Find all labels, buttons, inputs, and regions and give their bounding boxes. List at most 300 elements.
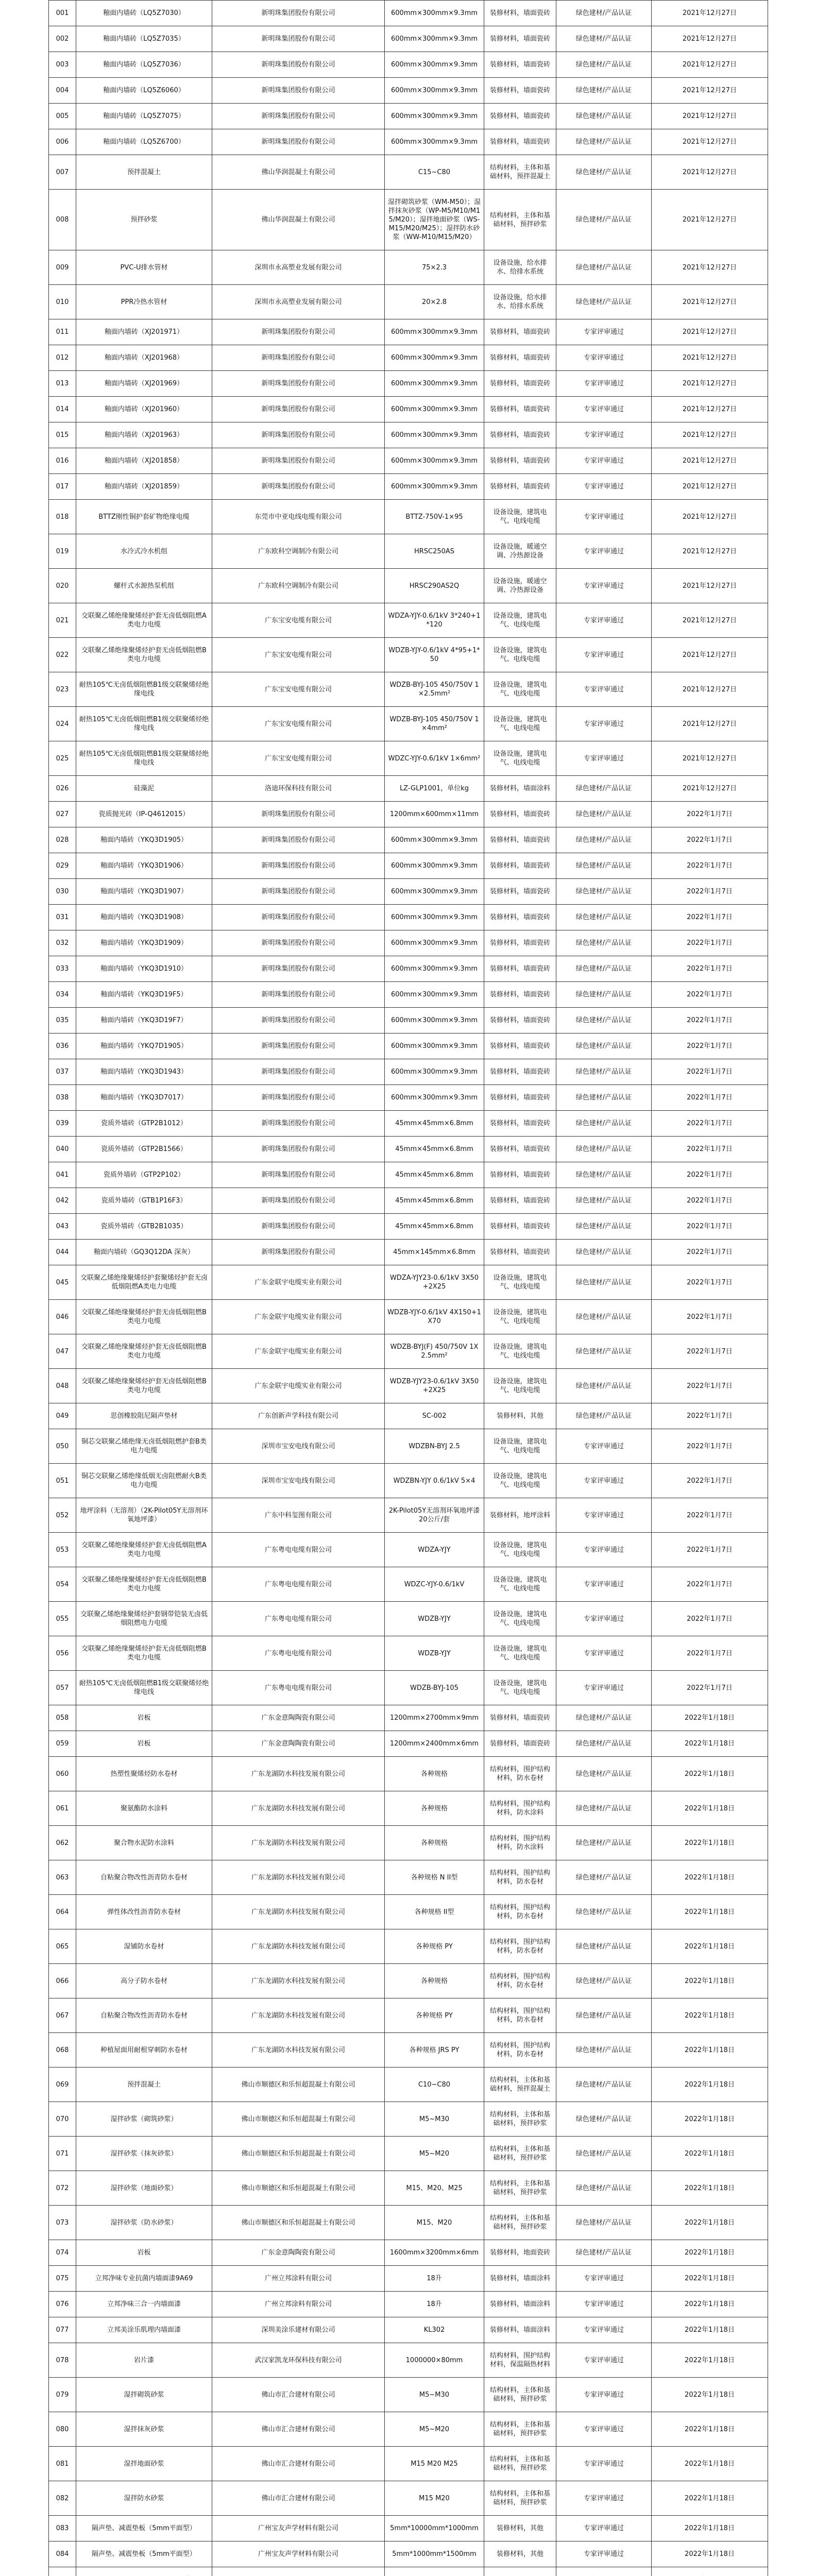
product-name-cell: 交联聚乙烯绝缘聚烯烃护套无卤低烟阻燃B类电力电缆 [76, 1300, 212, 1334]
product-name-cell: 螺杆式水源热泵机组 [76, 569, 212, 603]
table-row [49, 603, 768, 638]
category-cell: 结构材料，围护结构材料，防水卷材 [484, 1860, 556, 1895]
specification-cell: WDZB-YJY-0.6/1kV 4X150+1X70 [385, 1300, 484, 1334]
product-name-cell: 弹性体改性沥青防水卷材 [76, 1895, 212, 1929]
row-number-cell: 075 [49, 2266, 76, 2292]
specification-cell: 600mm×300mm×9.3mm [385, 827, 484, 853]
manufacturer-cell: 广东欧科空调制冷有限公司 [212, 569, 385, 603]
publish-date-cell: 2022年1月7日 [652, 1240, 768, 1265]
product-name-cell: 铜芯交联聚乙烯绝缘无卤低烟阻燃护套B类电力电缆 [76, 1429, 212, 1464]
row-number-cell: 038 [49, 1085, 76, 1111]
evaluation-result-cell: 绿色建材/产品认证 [556, 2067, 652, 2102]
publish-date-cell: 2021年12月27日 [652, 397, 768, 422]
manufacturer-cell [212, 2567, 385, 2576]
product-name-cell: 水冷式冷水机组 [76, 534, 212, 569]
table-row [49, 2206, 768, 2240]
product-name-cell: 湿拌抹灰砂浆 [76, 2412, 212, 2447]
table-row [49, 827, 768, 853]
evaluation-result-cell: 绿色建材/产品认证 [556, 1731, 652, 1757]
category-cell: 装修材料，墙面瓷砖 [484, 1111, 556, 1137]
product-name-cell: 釉面内墙砖（XJ201971） [76, 319, 212, 345]
category-cell: 设备设施，给水排水、给排水系统 [484, 250, 556, 285]
publish-date-cell: 2022年1月7日 [652, 1033, 768, 1059]
manufacturer-cell: 深圳市宝安电线有限公司 [212, 1464, 385, 1498]
product-name-cell: 隔声垫、减震垫板（5mm平面型） [76, 2541, 212, 2567]
row-number-cell: 024 [49, 707, 76, 741]
publish-date-cell: 2022年1月18日 [652, 1757, 768, 1791]
specification-cell: 1600mm×3200mm×6mm [385, 2240, 484, 2266]
table-row [49, 2102, 768, 2137]
manufacturer-cell: 广东金意陶陶瓷有限公司 [212, 1731, 385, 1757]
manufacturer-cell: 新明珠集团股份有限公司 [212, 956, 385, 982]
product-name-cell: 耐热105℃无卤低烟阻燃B1级交联聚烯烃绝缘电线 [76, 1671, 212, 1705]
category-cell: 结构材料，主体和基础材料，预拌砂浆 [484, 2481, 556, 2516]
manufacturer-cell: 广东宝安电缆有限公司 [212, 603, 385, 638]
manufacturer-cell: 广东龙湖防水科技发展有限公司 [212, 1998, 385, 2033]
table-row [49, 1671, 768, 1705]
specification-cell: 45mm×45mm×6.8mm [385, 1188, 484, 1214]
category-cell: 装修材料，墙面瓷砖 [484, 1188, 556, 1214]
evaluation-result-cell: 绿色建材/产品认证 [556, 190, 652, 250]
table-row [49, 1567, 768, 1602]
row-number-cell: 039 [49, 1111, 76, 1137]
specification-cell: 600mm×300mm×9.3mm [385, 104, 484, 129]
product-name-cell: 釉面内墙砖（LQ5Z7035） [76, 26, 212, 52]
specification-cell: M5~M30 [385, 2378, 484, 2412]
publish-date-cell: 2021年12月27日 [652, 129, 768, 155]
manufacturer-cell: 广东粤电电缆有限公司 [212, 1602, 385, 1636]
table-row [49, 1111, 768, 1137]
table-row [49, 1731, 768, 1757]
product-name-cell: 立邦美涂乐肌理内墙面漆 [76, 2317, 212, 2343]
table-row [49, 1498, 768, 1533]
manufacturer-cell: 武汉家凯龙环保科技有限公司 [212, 2343, 385, 2378]
evaluation-result-cell: 专家评审通过 [556, 2516, 652, 2541]
evaluation-result-cell: 绿色建材/产品认证 [556, 26, 652, 52]
row-number-cell: 016 [49, 448, 76, 474]
row-number-cell: 034 [49, 982, 76, 1008]
evaluation-result-cell: 专家评审通过 [556, 2412, 652, 2447]
row-number-cell: 073 [49, 2206, 76, 2240]
manufacturer-cell: 广东金联宇电缆实业有限公司 [212, 1334, 385, 1369]
category-cell: 设备设施，建筑电气、电线电缆 [484, 1300, 556, 1334]
manufacturer-cell: 广东宝安电缆有限公司 [212, 741, 385, 776]
evaluation-result-cell: 绿色建材/产品认证 [556, 1403, 652, 1429]
manufacturer-cell: 广州立邦涂料有限公司 [212, 2266, 385, 2292]
specification-cell: KL302 [385, 2317, 484, 2343]
evaluation-result-cell: 绿色建材/产品认证 [556, 1998, 652, 2033]
category-cell: 装修材料，墙面瓷砖 [484, 1240, 556, 1265]
manufacturer-cell: 新明珠集团股份有限公司 [212, 448, 385, 474]
specification-cell: 2K-Pilot05Y无溶剂环氧地坪漆 20公斤/套 [385, 1498, 484, 1533]
row-number-cell: 060 [49, 1757, 76, 1791]
category-cell: 设备设施，建筑电气、电线电缆 [484, 1567, 556, 1602]
category-cell: 设备设施，建筑电气、电线电缆 [484, 500, 556, 534]
evaluation-result-cell: 绿色建材/产品认证 [556, 853, 652, 879]
publish-date-cell: 2022年1月18日 [652, 2033, 768, 2067]
publish-date-cell: 2021年12月27日 [652, 26, 768, 52]
manufacturer-cell: 广东龙湖防水科技发展有限公司 [212, 1860, 385, 1895]
publish-date-cell: 2022年1月7日 [652, 1498, 768, 1533]
category-cell: 设备设施，建筑电气、电线电缆 [484, 603, 556, 638]
table-row [49, 1188, 768, 1214]
table-row [49, 2317, 768, 2343]
manufacturer-cell: 广东金联宇电缆实业有限公司 [212, 1265, 385, 1300]
evaluation-result-cell: 专家评审通过 [556, 741, 652, 776]
table-row [49, 853, 768, 879]
category-cell: 装修材料，墙面瓷砖 [484, 1705, 556, 1731]
evaluation-result-cell: 绿色建材/产品认证 [556, 1162, 652, 1188]
row-number-cell: 080 [49, 2412, 76, 2447]
row-number-cell: 030 [49, 879, 76, 905]
specification-cell: 600mm×300mm×9.3mm [385, 371, 484, 397]
publish-date-cell: 2022年1月7日 [652, 1188, 768, 1214]
manufacturer-cell: 深圳市永高塑业发展有限公司 [212, 250, 385, 285]
product-name-cell: 立邦净味三合一内墙面漆 [76, 2292, 212, 2317]
evaluation-result-cell: 绿色建材/产品认证 [556, 827, 652, 853]
evaluation-result-cell: 专家评审通过 [556, 474, 652, 500]
table-row [49, 474, 768, 500]
manufacturer-cell: 新明珠集团股份有限公司 [212, 129, 385, 155]
publish-date-cell: 2022年1月18日 [652, 2481, 768, 2516]
evaluation-result-cell: 专家评审通过 [556, 1464, 652, 1498]
evaluation-result-cell: 绿色建材/产品认证 [556, 879, 652, 905]
evaluation-result-cell [556, 2567, 652, 2576]
row-number-cell: 064 [49, 1895, 76, 1929]
specification-cell: 600mm×300mm×9.3mm [385, 397, 484, 422]
evaluation-result-cell: 绿色建材/产品认证 [556, 982, 652, 1008]
product-name-cell: 交联聚乙烯绝缘聚烯烃护套无卤低烟阻燃A类电力电缆 [76, 1533, 212, 1567]
product-list-sheet [48, 0, 768, 2576]
publish-date-cell: 2022年1月7日 [652, 853, 768, 879]
row-number-cell: 052 [49, 1498, 76, 1533]
product-name-cell: 交联聚乙烯绝缘聚烯烃护套无卤低烟阻燃B类电力电缆 [76, 1567, 212, 1602]
product-name-cell: 釉面内墙砖（YKQ3D1909） [76, 930, 212, 956]
product-name-cell: 釉面内墙砖（YKQ3D1905） [76, 827, 212, 853]
table-row [49, 672, 768, 707]
category-cell: 装修材料，墙面瓷砖 [484, 397, 556, 422]
product-name-cell: 隔声垫、减震垫板（5mm平面型） [76, 2516, 212, 2541]
evaluation-result-cell: 绿色建材/产品认证 [556, 905, 652, 930]
table-row [49, 2516, 768, 2541]
specification-cell: 600mm×300mm×9.3mm [385, 474, 484, 500]
specification-cell: 45mm×45mm×6.8mm [385, 1111, 484, 1137]
specification-cell: 1200mm×2700mm×9mm [385, 1705, 484, 1731]
category-cell: 设备设施，建筑电气、电线电缆 [484, 1671, 556, 1705]
category-cell: 结构材料，围护结构材料，防水卷材 [484, 1964, 556, 1998]
evaluation-result-cell: 专家评审通过 [556, 2481, 652, 2516]
table-row [49, 1602, 768, 1636]
category-cell: 装修材料，墙面瓷砖 [484, 345, 556, 371]
product-name-cell: 交联聚乙烯绝缘聚烯烃护套无卤低烟阻燃B类电力电缆 [76, 1369, 212, 1403]
publish-date-cell: 2022年1月7日 [652, 1567, 768, 1602]
publish-date-cell: 2022年1月18日 [652, 2516, 768, 2541]
row-number-cell: 004 [49, 78, 76, 104]
product-name-cell: 湿拌砂浆（抹灰砂浆） [76, 2137, 212, 2171]
category-cell: 装修材料，墙面瓷砖 [484, 930, 556, 956]
table-row [49, 2378, 768, 2412]
manufacturer-cell: 佛山市汇合建材有限公司 [212, 2412, 385, 2447]
specification-cell: 45mm×45mm×6.8mm [385, 1162, 484, 1188]
manufacturer-cell: 佛山市顺德区和乐恒超混凝土有限公司 [212, 2137, 385, 2171]
publish-date-cell: 2022年1月18日 [652, 2378, 768, 2412]
row-number-cell: 070 [49, 2102, 76, 2137]
manufacturer-cell: 新明珠集团股份有限公司 [212, 1085, 385, 1111]
specification-cell [385, 2567, 484, 2576]
product-name-cell: 瓷质抛光砖（IP-Q4612015） [76, 802, 212, 827]
table-row [49, 26, 768, 52]
table-row [49, 422, 768, 448]
specification-cell: 600mm×300mm×9.3mm [385, 129, 484, 155]
evaluation-result-cell: 专家评审通过 [556, 1636, 652, 1671]
specification-cell: 1200mm×2400mm×6mm [385, 1731, 484, 1757]
table-row [49, 1791, 768, 1826]
manufacturer-cell: 广东金意陶陶瓷有限公司 [212, 2240, 385, 2266]
product-name-cell: 瓷质外墙砖（GTP2P102） [76, 1162, 212, 1188]
table-row [49, 2240, 768, 2266]
table-row [49, 776, 768, 802]
table-row [49, 371, 768, 397]
category-cell: 装修材料，墙面瓷砖 [484, 1033, 556, 1059]
evaluation-result-cell: 专家评审通过 [556, 603, 652, 638]
evaluation-result-cell: 专家评审通过 [556, 1429, 652, 1464]
table-row [49, 1895, 768, 1929]
evaluation-result-cell: 绿色建材/产品认证 [556, 155, 652, 190]
row-number-cell: 007 [49, 155, 76, 190]
specification-cell: WDZBN-YJY 0.6/1kV 5×4 [385, 1464, 484, 1498]
category-cell: 装修材料，墙面瓷砖 [484, 1, 556, 26]
publish-date-cell: 2021年12月27日 [652, 250, 768, 285]
category-cell: 结构材料，围护结构材料，防水卷材 [484, 1929, 556, 1964]
manufacturer-cell: 新明珠集团股份有限公司 [212, 1008, 385, 1033]
row-number-cell: 040 [49, 1137, 76, 1162]
publish-date-cell: 2022年1月7日 [652, 1059, 768, 1085]
row-number-cell: 012 [49, 345, 76, 371]
evaluation-result-cell: 绿色建材/产品认证 [556, 285, 652, 319]
manufacturer-cell: 新明珠集团股份有限公司 [212, 371, 385, 397]
specification-cell: 600mm×300mm×9.3mm [385, 1085, 484, 1111]
table-row [49, 1369, 768, 1403]
publish-date-cell [652, 2567, 768, 2576]
publish-date-cell: 2022年1月7日 [652, 827, 768, 853]
publish-date-cell: 2021年12月27日 [652, 285, 768, 319]
evaluation-result-cell: 绿色建材/产品认证 [556, 1705, 652, 1731]
row-number-cell: 015 [49, 422, 76, 448]
publish-date-cell: 2021年12月27日 [652, 500, 768, 534]
publish-date-cell: 2022年1月18日 [652, 1964, 768, 1998]
row-number-cell: 055 [49, 1602, 76, 1636]
table-row [49, 1757, 768, 1791]
category-cell [484, 2567, 556, 2576]
publish-date-cell: 2021年12月27日 [652, 319, 768, 345]
category-cell: 装修材料，其他 [484, 2516, 556, 2541]
manufacturer-cell: 新明珠集团股份有限公司 [212, 1137, 385, 1162]
table-row [49, 2447, 768, 2481]
manufacturer-cell: 新明珠集团股份有限公司 [212, 827, 385, 853]
category-cell: 装修材料，墙面瓷砖 [484, 422, 556, 448]
specification-cell: WDZB-BYJ-105 450/750V 1×4mm² [385, 707, 484, 741]
publish-date-cell: 2022年1月7日 [652, 1300, 768, 1334]
specification-cell: BTTZ-750V-1×95 [385, 500, 484, 534]
table-row [49, 2171, 768, 2206]
evaluation-result-cell: 绿色建材/产品认证 [556, 1, 652, 26]
evaluation-result-cell: 绿色建材/产品认证 [556, 129, 652, 155]
manufacturer-cell: 广东粤电电缆有限公司 [212, 1567, 385, 1602]
category-cell: 结构材料，围护结构材料，防水卷材 [484, 2033, 556, 2067]
product-name-cell: 湿铺防水卷材 [76, 1929, 212, 1964]
specification-cell: C10~C80 [385, 2067, 484, 2102]
publish-date-cell: 2022年1月18日 [652, 1826, 768, 1860]
publish-date-cell: 2022年1月18日 [652, 2171, 768, 2206]
publish-date-cell: 2022年1月7日 [652, 1403, 768, 1429]
specification-cell: 各种规格 PY [385, 1998, 484, 2033]
specification-cell: 600mm×300mm×9.3mm [385, 52, 484, 78]
specification-cell: WDZB-BYJ-105 450/750V 1×2.5mm² [385, 672, 484, 707]
specification-cell: 45mm×145mm×6.8mm [385, 1240, 484, 1265]
manufacturer-cell: 广东宝安电缆有限公司 [212, 638, 385, 672]
row-number-cell: 058 [49, 1705, 76, 1731]
evaluation-result-cell: 绿色建材/产品认证 [556, 1008, 652, 1033]
evaluation-result-cell: 绿色建材/产品认证 [556, 2102, 652, 2137]
product-name-cell: 釉面内墙砖（GQ3Q12DA 深灰） [76, 1240, 212, 1265]
manufacturer-cell: 广东粤电电缆有限公司 [212, 1636, 385, 1671]
category-cell: 装修材料，墙面瓷砖 [484, 827, 556, 853]
category-cell: 设备设施，建筑电气、电线电缆 [484, 1602, 556, 1636]
product-name-cell: 岩片漆 [76, 2343, 212, 2378]
category-cell: 结构材料，主体和基础材料，预拌砂浆 [484, 2447, 556, 2481]
category-cell: 设备设施，建筑电气、电线电缆 [484, 1369, 556, 1403]
product-name-cell: 釉面内墙砖（XJ201963） [76, 422, 212, 448]
manufacturer-cell: 新明珠集团股份有限公司 [212, 422, 385, 448]
table-row [49, 52, 768, 78]
category-cell: 设备设施，建筑电气、电线电缆 [484, 1429, 556, 1464]
publish-date-cell: 2022年1月7日 [652, 1334, 768, 1369]
evaluation-result-cell: 绿色建材/产品认证 [556, 1240, 652, 1265]
category-cell: 设备设施，建筑电气、电线电缆 [484, 1464, 556, 1498]
publish-date-cell: 2021年12月27日 [652, 569, 768, 603]
row-number-cell: 065 [49, 1929, 76, 1964]
evaluation-result-cell: 绿色建材/产品认证 [556, 250, 652, 285]
evaluation-result-cell: 绿色建材/产品认证 [556, 2137, 652, 2171]
publish-date-cell: 2022年1月18日 [652, 1998, 768, 2033]
table-row [49, 879, 768, 905]
product-name-cell: 釉面内墙砖（XJ201858） [76, 448, 212, 474]
evaluation-result-cell: 专家评审通过 [556, 1567, 652, 1602]
table-row [49, 2292, 768, 2317]
product-name-cell: 釉面内墙砖（LQ5Z6060） [76, 78, 212, 104]
table-row [49, 250, 768, 285]
row-number-cell: 083 [49, 2516, 76, 2541]
product-name-cell: 湿拌砂浆（砌筑砂浆） [76, 2102, 212, 2137]
table-row [49, 569, 768, 603]
evaluation-result-cell: 专家评审通过 [556, 319, 652, 345]
manufacturer-cell: 广东粤电电缆有限公司 [212, 1671, 385, 1705]
publish-date-cell: 2022年1月18日 [652, 2240, 768, 2266]
evaluation-result-cell: 专家评审通过 [556, 2447, 652, 2481]
publish-date-cell: 2021年12月27日 [652, 371, 768, 397]
evaluation-result-cell: 绿色建材/产品认证 [556, 930, 652, 956]
evaluation-result-cell: 绿色建材/产品认证 [556, 1033, 652, 1059]
row-number-cell: 043 [49, 1214, 76, 1240]
category-cell: 装修材料，墙面瓷砖 [484, 879, 556, 905]
row-number-cell: 018 [49, 500, 76, 534]
product-name-cell: 釉面内墙砖（YKQ3D1943） [76, 1059, 212, 1085]
evaluation-result-cell: 专家评审通过 [556, 448, 652, 474]
product-name-cell: 湿拌砌筑砂浆 [76, 2378, 212, 2412]
specification-cell: 5mm*1000mm*1500mm [385, 2541, 484, 2567]
table-row [49, 1929, 768, 1964]
manufacturer-cell: 深圳市永高塑业发展有限公司 [212, 285, 385, 319]
table-row [49, 1265, 768, 1300]
specification-cell: M5~M30 [385, 2102, 484, 2137]
category-cell: 设备设施，建筑电气、电线电缆 [484, 638, 556, 672]
product-name-cell: 自粘聚合物改性沥青防水卷材 [76, 1998, 212, 2033]
category-cell: 装修材料，墙面瓷砖 [484, 905, 556, 930]
product-name-cell: 瓷质外墙砖（GTB2B1035） [76, 1214, 212, 1240]
evaluation-result-cell: 专家评审通过 [556, 500, 652, 534]
category-cell: 装修材料，其他 [484, 2541, 556, 2567]
category-cell: 结构材料，主体和基础材料，预拌砂浆 [484, 2378, 556, 2412]
row-number-cell: 041 [49, 1162, 76, 1188]
category-cell: 结构材料，围护结构材料，防水卷材 [484, 1998, 556, 2033]
publish-date-cell: 2022年1月18日 [652, 1731, 768, 1757]
publish-date-cell: 2022年1月7日 [652, 1369, 768, 1403]
manufacturer-cell: 广州宝友声学材料有限公司 [212, 2516, 385, 2541]
publish-date-cell: 2021年12月27日 [652, 190, 768, 250]
category-cell: 装修材料，墙面瓷砖 [484, 78, 556, 104]
category-cell: 装修材料，墙面涂料 [484, 776, 556, 802]
product-name-cell: 交联聚乙烯绝缘聚烯烃护套无卤低烟阻燃B类电力电缆 [76, 638, 212, 672]
specification-cell: WDZA-YJY-0.6/1kV 3*240+1*120 [385, 603, 484, 638]
table-row [49, 1240, 768, 1265]
category-cell: 设备设施，建筑电气、电线电缆 [484, 1533, 556, 1567]
manufacturer-cell: 新明珠集团股份有限公司 [212, 982, 385, 1008]
evaluation-result-cell: 绿色建材/产品认证 [556, 1929, 652, 1964]
publish-date-cell: 2022年1月18日 [652, 1895, 768, 1929]
table-row [49, 448, 768, 474]
publish-date-cell: 2021年12月27日 [652, 104, 768, 129]
evaluation-result-cell: 绿色建材/产品认证 [556, 1964, 652, 1998]
row-number-cell: 029 [49, 853, 76, 879]
product-name-cell: 釉面内墙砖（XJ201960） [76, 397, 212, 422]
table-row [49, 1533, 768, 1567]
specification-cell: 600mm×300mm×9.3mm [385, 930, 484, 956]
category-cell: 设备设施，建筑电气、电线电缆 [484, 1636, 556, 1671]
table-row [49, 104, 768, 129]
manufacturer-cell: 佛山市顺德区和乐恒超混凝土有限公司 [212, 2067, 385, 2102]
category-cell: 设备设施，建筑电气、电线电缆 [484, 672, 556, 707]
specification-cell: 1200mm×600mm×11mm [385, 802, 484, 827]
evaluation-result-cell: 绿色建材/产品认证 [556, 1111, 652, 1137]
category-cell: 结构材料，主体和基础材料，预拌砂浆 [484, 2102, 556, 2137]
table-row [49, 1705, 768, 1731]
category-cell: 结构材料，主体和基础材料，预拌混凝土 [484, 2067, 556, 2102]
publish-date-cell: 2021年12月27日 [652, 155, 768, 190]
publish-date-cell: 2022年1月7日 [652, 956, 768, 982]
row-number-cell: 061 [49, 1791, 76, 1826]
category-cell: 装修材料，墙面瓷砖 [484, 1137, 556, 1162]
evaluation-result-cell: 绿色建材/产品认证 [556, 2206, 652, 2240]
evaluation-result-cell: 绿色建材/产品认证 [556, 956, 652, 982]
category-cell: 装修材料，墙面瓷砖 [484, 1731, 556, 1757]
specification-cell: 5mm*10000mm*1000mm [385, 2516, 484, 2541]
publish-date-cell: 2021年12月27日 [652, 78, 768, 104]
table-row [49, 2137, 768, 2171]
table-row [49, 155, 768, 190]
row-number-cell: 056 [49, 1636, 76, 1671]
publish-date-cell: 2022年1月18日 [652, 1929, 768, 1964]
manufacturer-cell: 深圳市宝安电线有限公司 [212, 1429, 385, 1464]
